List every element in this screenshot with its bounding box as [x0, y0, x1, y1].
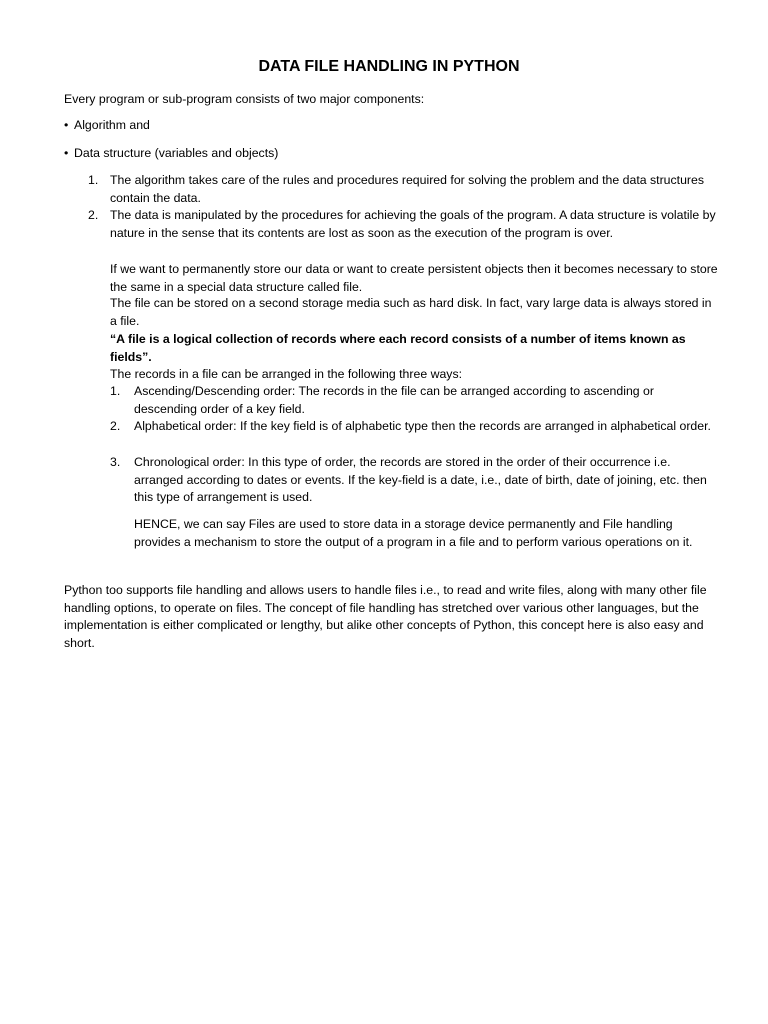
bullet-item-data-structure	[64, 145, 714, 163]
numbered-item-2	[88, 207, 718, 242]
intro-text: Every program or sub-program consists of two major components:	[64, 92, 425, 106]
item-number: 1.	[110, 384, 121, 398]
item-text: Chronological order: In this type of order, the records are stored in the order of their occurrence i.e. arranged according to dates or events. If the key-field is a date, i.e., date of birth, date of joining, etc. then this type of arrangement is used.	[134, 455, 707, 505]
numbered-item-1	[88, 172, 718, 207]
closing-paragraph: Python too supports file handling and allows users to handle files i.e., to read and write files, along with many other file handling options, to operate on files. The concept of file handling has stretched over various other languages, but the implementation is either complicated or lengthy, but alike other concepts of Python, this concept here is also easy and short.	[64, 583, 707, 650]
item-number: 3.	[110, 455, 121, 469]
bullet-text: Algorithm and	[74, 118, 150, 132]
bullet-text: Data structure (variables and objects)	[74, 146, 279, 160]
item-text: Alphabetical order: If the key field is of alphabetic type then the records are arranged in alphabetical order.	[134, 419, 711, 433]
bullet-item-algorithm	[64, 117, 714, 135]
order-item-ascending	[110, 383, 720, 418]
summary-paragraph: HENCE, we can say Files are used to store data in a storage device permanently and File handling provides a mechanism to store the output of a program in a file and to perform various operations on it.	[134, 517, 693, 549]
item-number: 1.	[88, 173, 99, 187]
bullet-glyph: •	[64, 146, 69, 160]
order-item-chronological	[110, 454, 720, 507]
item-text: The data is manipulated by the procedures for achieving the goals of the program. A data structure is volatile by nature in the sense that its contents are lost as soon as the execution of the program is over.	[110, 208, 716, 240]
order-item-alphabetical	[110, 418, 720, 436]
item-number: 2.	[110, 419, 121, 433]
paragraph-storage: The file can be stored on a second storage media such as hard disk. In fact, vary large data is always stored in a file.	[110, 296, 712, 328]
paragraph-persistent: If we want to permanently store our data or want to create persistent objects then it becomes necessary to store the same in a special data structure called file.	[110, 262, 718, 294]
item-text: Ascending/Descending order: The records in the file can be arranged according to ascending or descending order of a key field.	[134, 384, 654, 416]
arrangement-intro: The records in a file can be arranged in the following three ways:	[110, 367, 463, 381]
item-text: The algorithm takes care of the rules and procedures required for solving the problem and the data structures contain the data.	[110, 173, 704, 205]
item-number: 2.	[88, 208, 99, 222]
page-title: DATA FILE HANDLING IN PYTHON	[258, 58, 520, 75]
bullet-glyph: •	[64, 118, 69, 132]
file-definition: “A file is a logical collection of records where each record consists of a number of items known as fields”.	[110, 332, 686, 364]
